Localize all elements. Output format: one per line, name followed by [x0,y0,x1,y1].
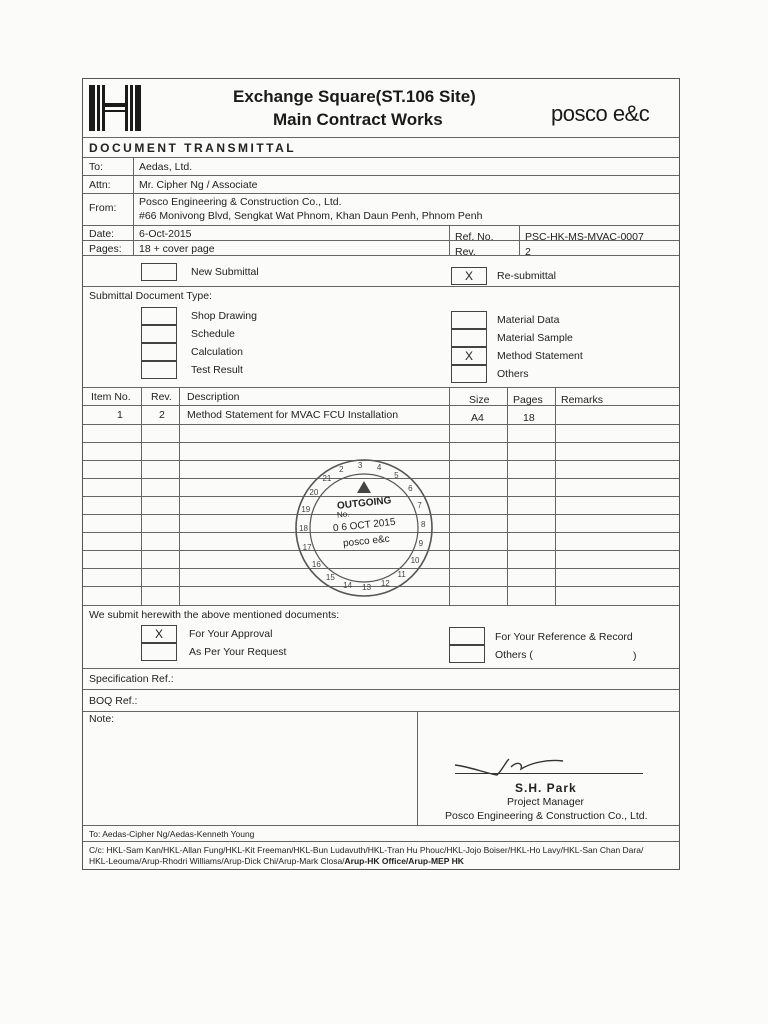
material-sample-label: Material Sample [497,332,573,344]
signatory-role: Project Manager [507,796,585,808]
stamp-number: 13 [362,582,372,592]
test-result-checkbox[interactable] [141,361,177,379]
stamp-number: 20 [309,487,319,497]
col-item-no: Item No. [91,391,131,403]
test-result-label: Test Result [191,364,243,376]
others-purpose-close: ) [633,650,637,662]
stamp-number: 4 [376,463,382,473]
row1-item: 1 [117,409,123,421]
for-approval-label: For Your Approval [189,628,273,640]
attn-value: Mr. Cipher Ng / Associate [139,179,258,191]
for-approval-checkbox[interactable]: X [141,625,177,643]
calculation-label: Calculation [191,346,243,358]
others-purpose-checkbox[interactable] [449,645,485,663]
stamp-number: 9 [418,538,424,548]
stamp-number: 7 [417,501,422,511]
distribution-cc-line2 [89,856,464,866]
attn-label: Attn: [89,179,111,191]
stamp-number: 16 [311,559,321,569]
stamp-number: 11 [397,570,406,580]
row1-size: A4 [471,412,484,424]
stamp-number: 12 [380,579,390,589]
stamp-number: 17 [302,542,312,552]
boq-ref-label: BOQ Ref.: [89,695,138,707]
project-subtitle: Main Contract Works [273,110,443,129]
brand-logo-text: posco e&c [551,101,650,126]
ref-label: Ref. No. [455,231,494,243]
row1-pages: 18 [523,412,535,424]
rev-label: Rev. [455,246,476,258]
material-sample-checkbox[interactable] [451,329,487,347]
new-submittal-label: New Submittal [191,266,259,278]
stamp-company: posco e&c [342,533,391,550]
from-company: Posco Engineering & Construction Co., Ltd. [139,196,342,208]
stamp-number: 3 [357,461,363,471]
date-value: 6-Oct-2015 [139,228,192,240]
signatory-company: Posco Engineering & Construction Co., Ltd. [445,810,648,822]
rev-value: 2 [525,246,531,258]
others-type-label: Others [497,368,529,380]
stamp-no: No. [336,509,350,520]
transmittal-form [82,78,680,870]
calculation-checkbox[interactable] [141,343,177,361]
others-type-checkbox[interactable] [451,365,487,383]
from-label: From: [89,202,117,214]
schedule-label: Schedule [191,328,235,340]
stamp-number: 10 [410,556,420,566]
purpose-heading: We submit herewith the above mentioned documents: [89,609,340,621]
resubmittal-label: Re-submittal [497,270,556,282]
distribution-cc-line2a: HKL-Leouma/Arup-Rhodri Williams/Arup-Dick Chi/Arup-Mark Closa/ [89,856,345,866]
shop-drawing-label: Shop Drawing [191,310,257,322]
method-statement-checkbox[interactable]: X [451,347,487,365]
doc-type-heading: Submittal Document Type: [89,290,212,302]
document-type-heading: DOCUMENT TRANSMITTAL [89,141,297,155]
pages-label: Pages: [89,243,122,255]
stamp-number: 15 [325,572,335,582]
for-reference-label: For Your Reference & Record [495,631,633,643]
date-label: Date: [89,228,115,240]
pages-value: 18 + cover page [139,243,215,255]
material-data-checkbox[interactable] [451,311,487,329]
from-address: #66 Monivong Blvd, Sengkat Wat Phnom, Khan Daun Penh, Phnom Penh [139,210,483,222]
new-submittal-checkbox[interactable] [141,263,177,281]
col-rev: Rev. [151,391,172,403]
stamp-number: 8 [420,519,426,529]
resubmittal-checkbox[interactable]: X [451,267,487,285]
per-request-label: As Per Your Request [189,646,287,658]
distribution-to: To: Aedas-Cipher Ng/Aedas-Kenneth Young [89,829,255,839]
stamp-number: 19 [301,505,311,515]
stamp-number: 14 [343,580,353,590]
signatory-name: S.H. Park [515,781,577,795]
to-label: To: [89,161,104,173]
schedule-checkbox[interactable] [141,325,177,343]
spec-ref-label: Specification Ref.: [89,673,174,685]
stamp-outgoing: OUTGOING [336,495,392,512]
col-size: Size [469,394,490,406]
ref-value: PSC-HK-MS-MVAC-0007 [525,231,644,243]
row1-description: Method Statement for MVAC FCU Installation [187,409,399,421]
for-reference-checkbox[interactable] [449,627,485,645]
stamp-number: 5 [394,471,399,481]
stamp-number: 2 [339,464,344,474]
note-label: Note: [89,713,115,725]
stamp-number: 6 [408,484,413,494]
distribution-cc-line1: C/c: HKL-Sam Kan/HKL-Allan Fung/HKL-Kit Freeman/HKL-Bun Ludavuth/HKL-Tran Hu Phouc/HKL-Jojo Boiser/HKL-Ho Lavy/HKL-San Chan Dara/ [89,845,644,855]
signature-scribble [451,751,571,781]
method-statement-label: Method Statement [497,350,583,362]
col-description: Description [187,391,240,403]
others-purpose-label: Others ( [495,649,533,661]
stamp-date: 0 6 OCT 2015 [332,516,397,535]
col-pages: Pages [513,394,543,406]
to-value: Aedas, Ltd. [139,161,193,173]
per-request-checkbox[interactable] [141,643,177,661]
stamp-number: 18 [299,524,308,534]
project-title: Exchange Square(ST.106 Site) [233,87,476,106]
shop-drawing-checkbox[interactable] [141,307,177,325]
col-remarks: Remarks [561,394,604,406]
material-data-label: Material Data [497,314,560,326]
stamp-number: 21 [322,473,332,483]
row1-rev: 2 [159,409,165,421]
distribution-cc-line2b: Arup-HK Office/Arup-MEP HK [344,856,464,866]
triangle-icon [357,481,371,493]
company-logo-icon [87,83,143,133]
